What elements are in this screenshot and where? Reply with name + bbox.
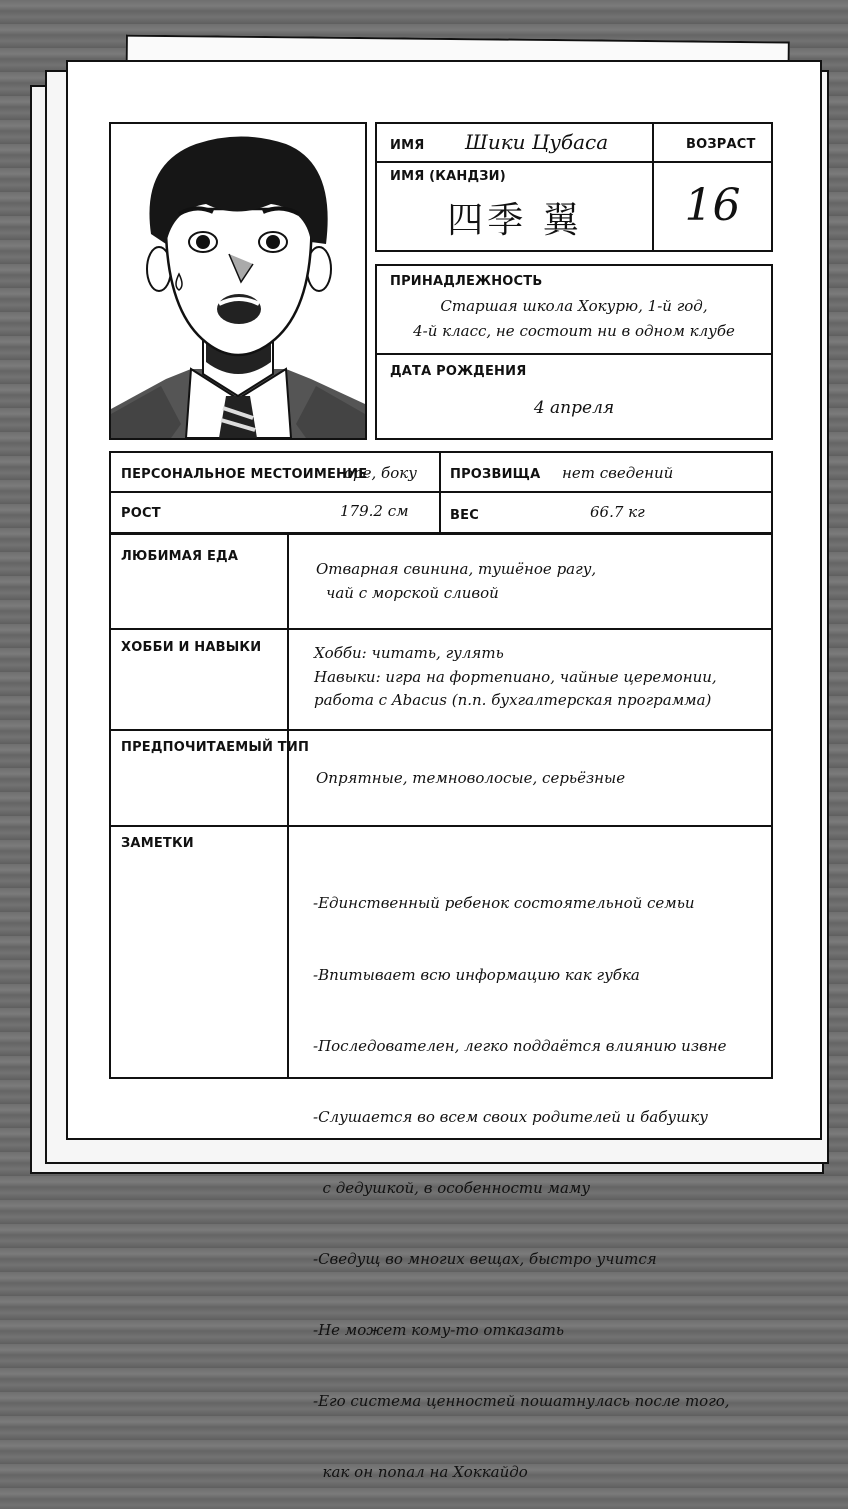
divider xyxy=(109,628,773,630)
divider xyxy=(287,533,289,1079)
name-kanji-value: 四季 翼 xyxy=(447,200,583,241)
affiliation-label: ПРИНАДЛЕЖНОСТЬ xyxy=(390,274,543,289)
portrait-frame xyxy=(109,122,367,440)
birthday-value: 4 апреля xyxy=(533,398,615,418)
student-portrait-icon xyxy=(111,124,365,438)
divider xyxy=(109,729,773,731)
weight-value: 66.7 кг xyxy=(590,503,645,521)
birthday-label: ДАТА РОЖДЕНИЯ xyxy=(390,364,527,379)
pronoun-value: оре, боку xyxy=(344,464,417,482)
pronoun-label: ПЕРСОНАЛЬНОЕ МЕСТОИМЕНИЕ xyxy=(121,467,368,482)
notes-line: -Слушается во всем своих родителей и бабушку xyxy=(313,1107,708,1126)
type-label: ПРЕДПОЧИТАЕМЫЙ ТИП xyxy=(121,740,310,755)
notes-value xyxy=(313,845,730,1509)
divider xyxy=(109,825,773,827)
affiliation-line-1: Старшая школа Хокурю, 1-й год, xyxy=(440,297,708,315)
notes-line: -Последователен, легко поддаётся влиянию извне xyxy=(313,1036,727,1055)
notes-line: -Впитывает всю информацию как губка xyxy=(313,965,640,984)
age-label: ВОЗРАСТ xyxy=(686,137,756,152)
name-kanji-label: ИМЯ (КАНДЗИ) xyxy=(390,169,506,184)
height-value: 179.2 см xyxy=(340,502,409,520)
divider xyxy=(439,451,441,534)
name-value: Шики Цубаса xyxy=(465,130,609,154)
affiliation-line-2: 4-й класс, не состоит ни в одном клубе xyxy=(413,322,735,340)
notes-line: -Его система ценностей пошатнулась после того, xyxy=(313,1392,730,1411)
name-label: ИМЯ xyxy=(390,138,425,153)
nickname-value: нет сведений xyxy=(562,464,674,482)
food-line: чай с морской сливой xyxy=(326,583,499,602)
food-value xyxy=(316,558,596,605)
weight-label: ВЕС xyxy=(450,508,479,523)
notes-line: -Единственный ребенок состоятельной семьи xyxy=(313,894,695,913)
notes-label: ЗАМЕТКИ xyxy=(121,836,194,851)
hobbies-line: работа с Abacus (п.п. бухгалтерская программа) xyxy=(314,691,712,710)
notes-line: -Сведущ во многих вещах, быстро учится xyxy=(313,1249,657,1268)
hobbies-value xyxy=(314,642,717,713)
notes-line: с дедушкой, в особенности маму xyxy=(313,1178,591,1197)
divider xyxy=(109,491,773,493)
divider xyxy=(375,161,773,163)
food-line: Отварная свинина, тушёное рагу, xyxy=(316,560,597,578)
food-label: ЛЮБИМАЯ ЕДА xyxy=(121,549,239,564)
type-value: Опрятные, темноволосые, серьёзные xyxy=(316,769,626,787)
divider xyxy=(375,353,773,355)
hobbies-line: Хобби: читать, гулять xyxy=(314,644,504,662)
nickname-label: ПРОЗВИЩА xyxy=(450,467,541,482)
height-label: РОСТ xyxy=(121,506,161,521)
notes-line: как он попал на Хоккайдо xyxy=(313,1463,528,1482)
hobbies-line: Навыки: игра на фортепиано, чайные церемонии, xyxy=(314,667,717,686)
age-value: 16 xyxy=(684,180,741,231)
notes-line: -Не может кому-то отказать xyxy=(313,1321,565,1340)
hobbies-label: ХОББИ И НАВЫКИ xyxy=(121,640,262,655)
